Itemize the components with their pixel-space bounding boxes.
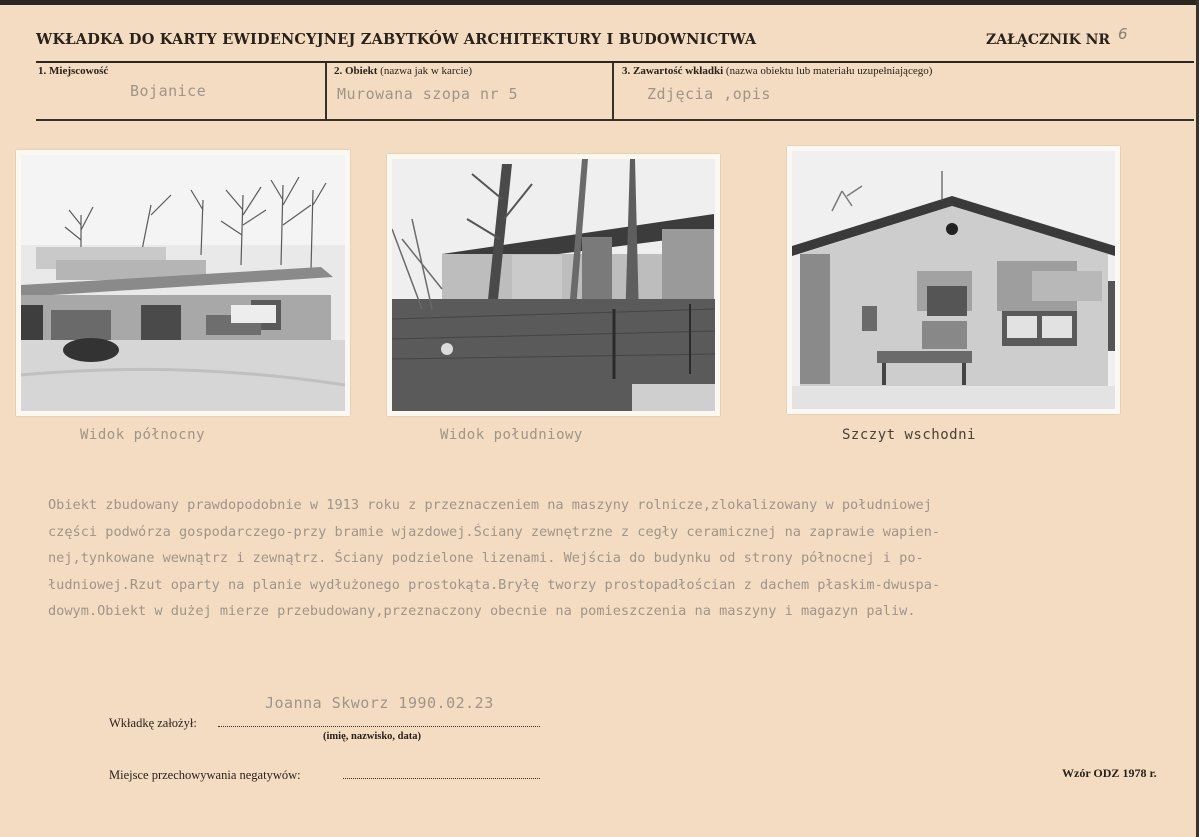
photo-north-view (16, 150, 350, 416)
field-divider-1 (325, 63, 327, 119)
photo-south-caption: Widok południowy (440, 427, 583, 443)
annex-number: 6 (1118, 25, 1128, 43)
photo-east-gable (787, 146, 1120, 414)
field-divider-2 (612, 63, 614, 119)
field-content-value: Zdjęcia ,opis (647, 85, 771, 103)
card-title: WKŁADKA DO KARTY EWIDENCYJNEJ ZABYTKÓW ARCHITEKTURY I BUDOWNICTWA (36, 31, 757, 48)
author-value: Joanna Skworz 1990.02.23 (265, 694, 494, 712)
negatives-label: Miejsce przechowywania negatywów: (109, 768, 301, 782)
description-line: Obiekt zbudowany prawdopodobnie w 1913 roku z przeznaczeniem na maszyny rolnicze,zlokalizowany w południowej (48, 497, 932, 513)
photo-east-caption: Szczyt wschodni (842, 427, 976, 443)
photo-north-caption: Widok północny (80, 427, 206, 443)
description-line: dowym.Obiekt w dużej mierze przebudowany,przeznaczony obecnie na pomieszczenia na maszyny i magazyn paliw. (48, 603, 916, 619)
header-rule (36, 61, 1194, 63)
author-sublabel: (imię, nazwisko, data) (323, 731, 421, 742)
field-content-sublabel: (nazwa obiektu lub materiału uzupełniającego) (725, 65, 933, 77)
field-object-label (334, 65, 472, 77)
description-line: części podwórza gospodarczego-przy bramie wjazdowej.Ściany zewnętrzne z cegły ceramicznej na zaprawie wapien- (48, 523, 941, 540)
field-content-label (622, 65, 932, 77)
record-card (0, 5, 1196, 837)
field-locality-label-text: 1. Miejscowość (38, 65, 109, 77)
form-reference: Wzór ODZ 1978 r. (1062, 766, 1157, 780)
annex-label: ZAŁĄCZNIK NR (986, 32, 1111, 48)
photo-north-image (21, 155, 345, 411)
description-text (48, 492, 1178, 625)
photo-east-image (792, 151, 1115, 409)
field-content-label-text: 3. Zawartość wkładki (622, 65, 724, 77)
fields-rule (36, 119, 1194, 121)
negatives-dotted-line (343, 778, 540, 779)
field-locality-label (38, 65, 108, 77)
description-line: nej,tynkowane wewnątrz i zewnątrz. Ściany podzielone lizenami. Wejścia do budynku od strony północnej i po- (48, 550, 924, 566)
photo-south-image (392, 159, 715, 411)
field-object-value: Murowana szopa nr 5 (337, 85, 519, 103)
author-label: Wkładkę założył: (109, 716, 197, 730)
author-dotted-line (218, 726, 540, 727)
field-locality-value: Bojanice (130, 82, 207, 100)
field-object-sublabel: (nazwa jak w karcie) (380, 65, 473, 77)
photo-south-view (387, 154, 720, 416)
field-object-label-text: 2. Obiekt (334, 65, 378, 77)
description-line: łudniowej.Rzut oparty na planie wydłużonego prostokąta.Bryłę tworzy prostopadłościan z dachem płaskim-dwuspa- (48, 576, 941, 593)
